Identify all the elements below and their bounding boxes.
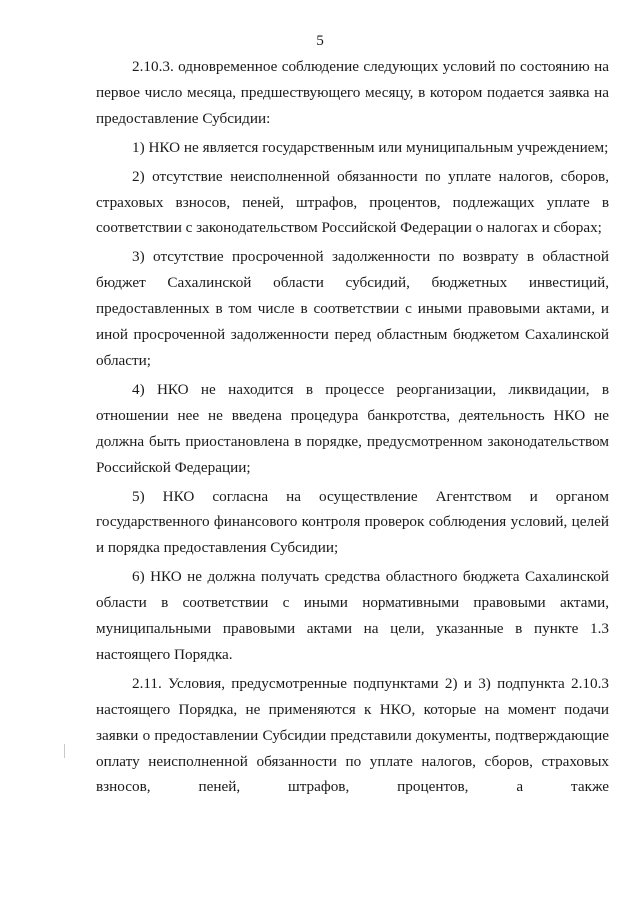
scan-artifact [64,744,65,758]
document-body [96,54,609,803]
paragraph-condition-1: 1) НКО не является государственным или муниципальным учреждением; [132,138,609,156]
paragraph-condition-6: 6) НКО не должна получать средства областного бюджета Сахалинской области в соответствии с иными нормативными правовыми актами, муниципальными правовыми актами на цели, указанные в пункте 1.3 настоящего Порядка. [96,568,609,663]
paragraph-condition-2: 2) отсутствие неисполненной обязанности по уплате налогов, сборов, страховых взносов, пеней, штрафов, процентов, подлежащих уплате в соответствии с законодательством Российской Федерации о налогах и сборах; [96,167,609,237]
paragraph-2-11: 2.11. Условия, предусмотренные подпунктами 2) и 3) подпункта 2.10.3 настоящего Порядка, не применяются к НКО, которые на момент подачи заявки о предоставлении Субсидии представили документы, подтверждающие оплату неисполненной обязанности по уплате налогов, сборов, страховых взносов, пеней, штрафов, процентов, а также [96,674,609,796]
paragraph-condition-5: 5) НКО согласна на осуществление Агентством и органом государственного финансового контроля проверок соблюдения условий, целей и порядка предоставления Субсидии; [96,487,609,557]
page-number: 5 [316,32,324,49]
paragraph-2-10-3: 2.10.3. одновременное соблюдение следующих условий по состоянию на первое число месяца, предшествующего месяцу, в котором подается заявка на предоставление Субсидии: [96,58,609,127]
paragraph-condition-3: 3) отсутствие просроченной задолженности по возврату в областной бюджет Сахалинской области субсидий, бюджетных инвестиций, предоставленных в том числе в соответствии с иными правовыми актами, и иной просроченной задолженности перед областным бюджетом Сахалинской области; [96,248,609,369]
paragraph-condition-4: 4) НКО не находится в процессе реорганизации, ликвидации, в отношении нее не введена процедура банкротства, деятельность НКО не должна быть приостановлена в порядке, предусмотренном законодательством Российской Федерации; [96,380,609,476]
